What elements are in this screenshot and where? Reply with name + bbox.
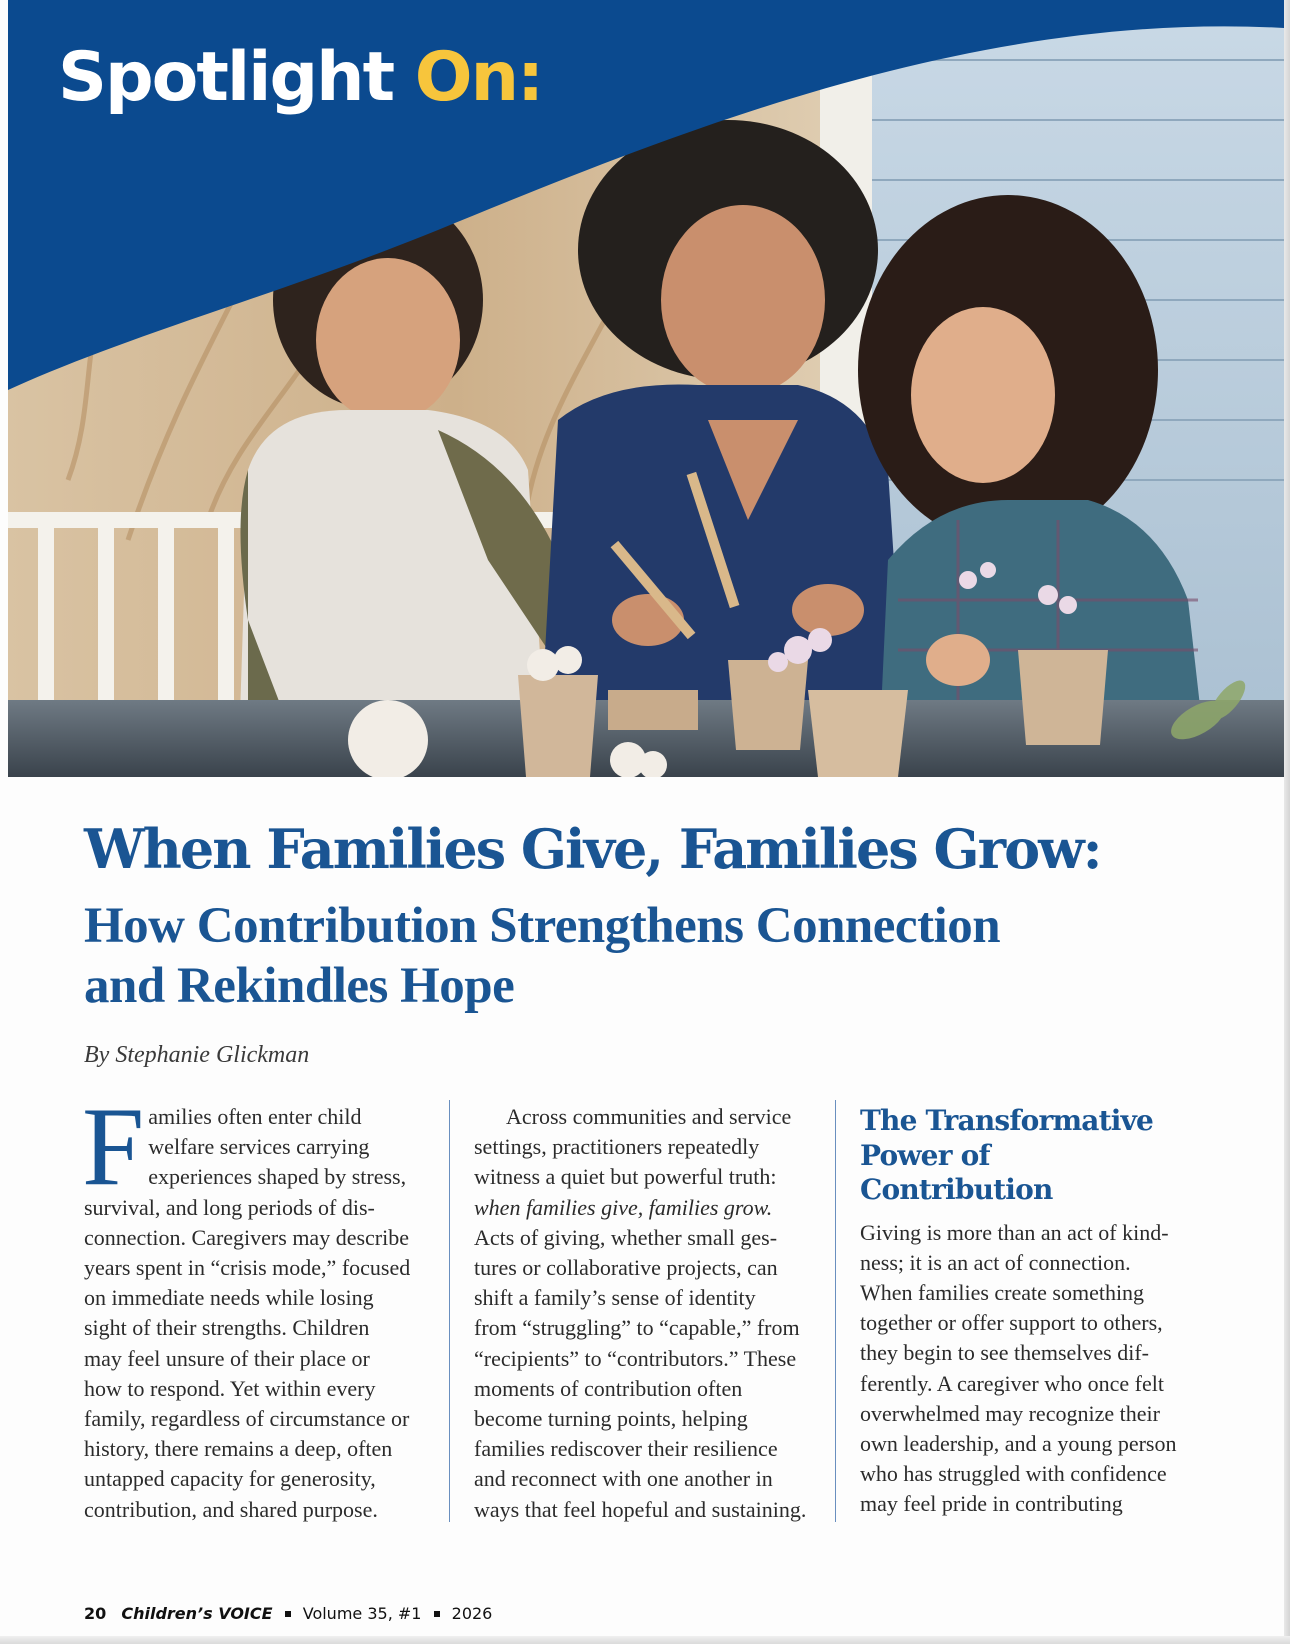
text-line: and reconnect with one another in bbox=[474, 1466, 773, 1492]
spotlight-heading bbox=[58, 38, 543, 117]
column-divider bbox=[449, 1100, 450, 1522]
text-line: on immediate needs while losing bbox=[84, 1285, 374, 1311]
page-number: 20 bbox=[84, 1604, 107, 1623]
spotlight-word: Spotlight bbox=[58, 38, 394, 117]
text-line: connection. Caregivers may describe bbox=[84, 1224, 409, 1250]
text-line: shift a family’s sense of identity bbox=[474, 1285, 756, 1311]
text-line: settings, practitioners repeatedly bbox=[474, 1134, 760, 1160]
subtitle-line: How Contribution Strengthens Connection bbox=[84, 898, 1001, 954]
text-line: welfare services carrying bbox=[148, 1134, 370, 1160]
text-line: Giving is more than an act of kind- bbox=[860, 1219, 1169, 1245]
section-heading-line: The Transformative bbox=[860, 1104, 1154, 1137]
text-line: who has struggled with confidence bbox=[860, 1461, 1167, 1487]
body-column-3 bbox=[860, 1104, 1206, 1520]
text-line: own leadership, and a young person bbox=[860, 1430, 1177, 1456]
issue-year: 2026 bbox=[451, 1604, 493, 1623]
text-line: families rediscover their resilience bbox=[474, 1436, 778, 1462]
drop-cap: F bbox=[82, 1085, 145, 1209]
subtitle-line: and Rekindles Hope bbox=[84, 958, 515, 1014]
text-line: may feel pride in contributing bbox=[860, 1491, 1123, 1517]
section-heading-line: Power of bbox=[860, 1138, 990, 1172]
text-line: witness a quiet but powerful truth: bbox=[474, 1164, 777, 1190]
page-edge-shadow bbox=[1284, 0, 1290, 1644]
text-line: they begin to see themselves dif- bbox=[860, 1340, 1149, 1366]
text-line: amilies often enter child bbox=[148, 1104, 362, 1129]
body-column-1 bbox=[82, 1085, 430, 1525]
text-line: may feel unsure of their place or bbox=[84, 1345, 370, 1371]
body-column-2 bbox=[474, 1102, 820, 1525]
magazine-name: Children’s VOICE bbox=[121, 1604, 273, 1623]
text-line: ways that feel hopeful and sustaining. bbox=[474, 1496, 807, 1522]
text-line: sight of their strengths. Children bbox=[84, 1315, 370, 1341]
column-divider bbox=[835, 1100, 836, 1522]
section-heading-line: Contribution bbox=[860, 1173, 1053, 1206]
text-line: Across communities and service bbox=[506, 1104, 792, 1129]
volume-info: Volume 35, #1 bbox=[302, 1604, 422, 1623]
text-line: “recipients” to “contributors.” These bbox=[474, 1345, 797, 1371]
hero-image bbox=[8, 0, 1284, 777]
separator-square-icon bbox=[434, 1611, 440, 1617]
text-line: from “struggling” to “capable,” from bbox=[474, 1315, 800, 1341]
text-line-italic: when families give, families grow. bbox=[474, 1194, 773, 1220]
text-line: contribution, and shared purpose. bbox=[84, 1496, 378, 1522]
text-line: ferently. A caregiver who once felt bbox=[860, 1370, 1164, 1396]
text-line: become turning points, helping bbox=[474, 1406, 748, 1432]
text-line: Acts of giving, whether small ges- bbox=[474, 1224, 778, 1250]
text-line: years spent in “crisis mode,” focused bbox=[84, 1255, 411, 1281]
text-line: tures or collaborative projects, can bbox=[474, 1255, 778, 1281]
page-footer bbox=[84, 1604, 492, 1623]
text-line: together or offer support to others, bbox=[860, 1310, 1163, 1336]
text-line: When families create something bbox=[860, 1279, 1145, 1305]
spotlight-on-word: On: bbox=[414, 38, 543, 117]
page-bottom-shadow bbox=[0, 1636, 1290, 1644]
text-line: history, there remains a deep, often bbox=[84, 1436, 393, 1462]
section-heading bbox=[860, 1104, 1206, 1208]
text-line: untapped capacity for generosity, bbox=[84, 1466, 376, 1492]
text-line: moments of contribution often bbox=[474, 1375, 743, 1401]
byline: By Stephanie Glickman bbox=[84, 1042, 310, 1068]
article-title: When Families Give, Families Grow: bbox=[84, 817, 1101, 881]
text-line: family, regardless of circumstance or bbox=[84, 1406, 410, 1432]
text-line: ness; it is an act of connection. bbox=[860, 1249, 1131, 1275]
text-line: experiences shaped by stress, bbox=[148, 1164, 407, 1190]
separator-square-icon bbox=[285, 1611, 291, 1617]
article-subtitle bbox=[84, 896, 1134, 1016]
text-line: overwhelmed may recognize their bbox=[860, 1400, 1160, 1426]
text-line: how to respond. Yet within every bbox=[84, 1375, 376, 1401]
text-line: survival, and long periods of dis- bbox=[84, 1194, 375, 1220]
